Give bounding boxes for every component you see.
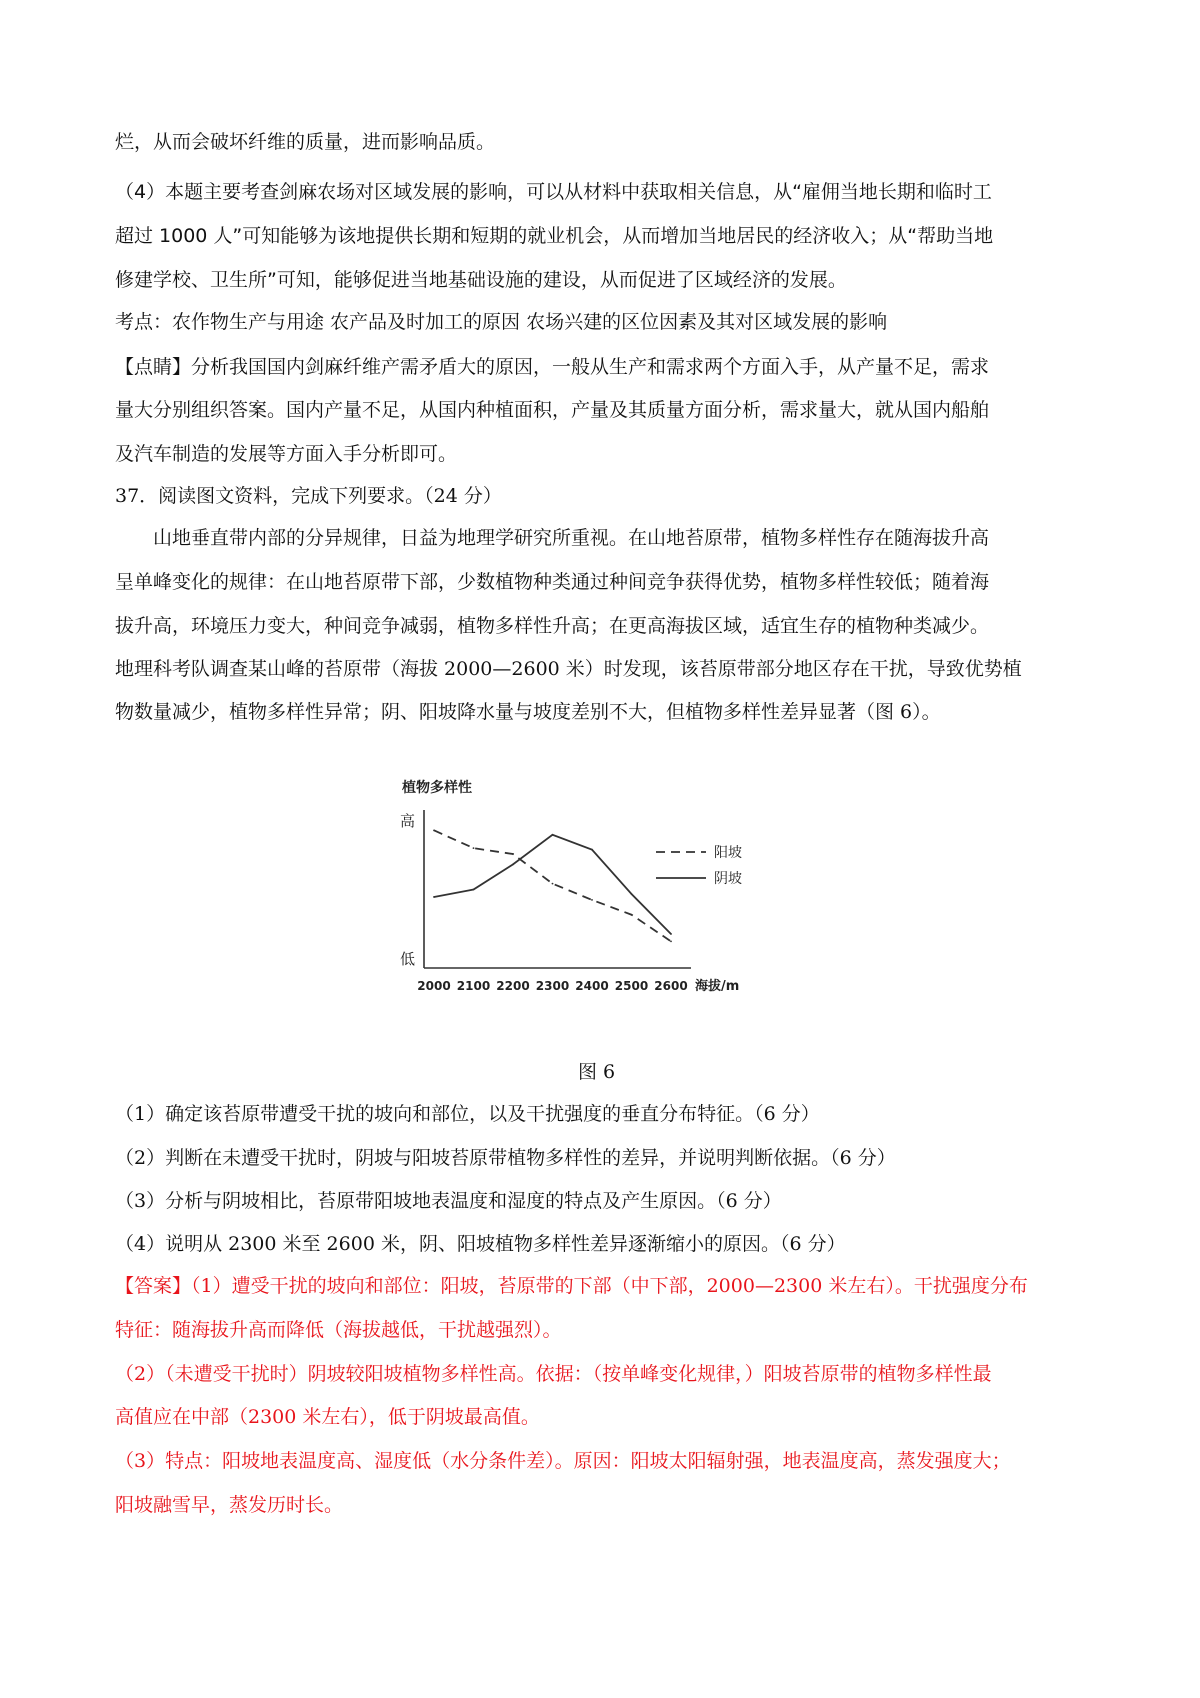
question-item-4: （4）说明从 2300 米至 2600 米，阴、阳坡植物多样性差异逐渐缩小的原因。（6 分） [115,1233,846,1255]
data-point [591,849,593,851]
analysis-line-2: （4）本题主要考查剑麻农场对区域发展的影响，可以从材料中获取相关信息，从“雇佣当地长期和临时工 [115,181,992,203]
series-line-0 [434,830,671,941]
x-tick-label: 2100 [456,979,491,993]
data-point [473,847,475,849]
answer-line-2: 特征：随海拔升高而降低（海拔越低，干扰越强烈）。 [115,1319,562,1341]
data-point [473,889,475,891]
data-point [433,896,435,898]
data-point [670,933,672,935]
y-axis-label: 植物多样性 [402,780,472,796]
question-item-2: （2）判断在未遭受干扰时，阴坡与阳坡苔原带植物多样性的差异，并说明判断依据。（6 分） [115,1147,896,1169]
data-point [670,940,672,942]
figure-caption: 图 6 [578,1061,616,1083]
data-point [631,914,633,916]
question-item-1: （1）确定该苔原带遭受干扰的坡向和部位，以及干扰强度的垂直分布特征。（6 分） [115,1103,820,1125]
chart-svg [386,780,806,1035]
material-line-5: 物数量减少，植物多样性异常；阴、阳坡降水量与坡度差别不大，但植物多样性差异显著（图 6）。 [115,701,941,723]
question-item-3: （3）分析与阴坡相比，苔原带阳坡地表温度和湿度的特点及产生原因。（6 分） [115,1190,782,1212]
data-point [552,834,554,836]
key-point-line-3: 及汽车制造的发展等方面入手分析即可。 [115,443,458,465]
x-tick-label: 2200 [496,979,530,993]
material-line-1: 山地垂直带内部的分异规律，日益为地理学研究所重视。在山地苔原带，植物多样性存在随海拔升高 [115,527,990,549]
analysis-line-4: 修建学校、卫生所”可知，能够促进当地基础设施的建设，从而促进了区域经济的发展。 [115,269,847,291]
exam-point-line: 考点：农作物生产与用途 农产品及时加工的原因 农场兴建的区位因素及其对区域发展的影响 [115,311,888,333]
data-point [631,893,633,895]
answer-line-1: 【答案】（1）遭受干扰的坡向和部位：阳坡，苔原带的下部（中下部，2000—2300 米左右）。干扰强度分布 [115,1275,1028,1297]
answer-line-6: 阳坡融雪早，蒸发历时长。 [115,1494,344,1516]
y-tick-high: 高 [400,812,416,830]
x-tick-label: 2400 [575,979,609,993]
x-tick-label: 2000 [417,979,451,993]
legend-label: 阳坡 [714,845,742,861]
y-tick-low: 低 [400,950,416,968]
data-point [433,829,435,831]
material-line-3: 拔升高，环境压力变大，种间竞争减弱，植物多样性升高；在更高海拔区域，适宜生存的植物种类减少。 [115,615,990,637]
data-point [591,899,593,901]
figure-6-chart [386,780,806,1035]
key-point-line-2: 量大分别组织答案。国内产量不足，从国内种植面积，产量及其质量方面分析，需求量大，就从国内船舶 [115,399,990,421]
question-header: 37．阅读图文资料，完成下列要求。（24 分） [115,485,502,507]
material-line-4: 地理科考队调查某山峰的苔原带（海拔 2000—2600 米）时发现，该苔原带部分地区存在干扰，导致优势植 [115,658,1022,680]
legend-label: 阴坡 [714,871,742,887]
answer-line-5: （3）特点：阳坡地表温度高、湿度低（水分条件差）。原因：阳坡太阳辐射强，地表温度高，蒸发强度大； [115,1450,1011,1472]
answer-line-4: 高值应在中部（2300 米左右），低于阴坡最高值。 [115,1406,540,1428]
x-tick-label: 2600 [654,979,688,993]
data-point [552,883,554,885]
data-point [512,853,514,855]
analysis-line-1: 烂，从而会破坏纤维的质量，进而影响品质。 [115,131,496,153]
x-axis-label: 海拔/m [695,979,740,994]
key-point-line-1: 【点睛】分析我国国内剑麻纤维产需矛盾大的原因，一般从生产和需求两个方面入手，从产量不足，需求 [115,356,990,378]
x-tick-label: 2500 [614,979,649,993]
material-line-2: 呈单峰变化的规律：在山地苔原带下部，少数植物种类通过种间竞争获得优势，植物多样性较低；随着海 [115,571,990,593]
analysis-line-3: 超过 1000 人”可知能够为该地提供长期和短期的就业机会，从而增加当地居民的经济收入；从“帮助当地 [115,225,994,247]
answer-line-3: （2）（未遭受干扰时）阴坡较阳坡植物多样性高。依据：（按单峰变化规律，）阳坡苔原带的植物多样性最 [115,1363,992,1385]
data-point [512,864,514,866]
x-tick-label: 2300 [535,979,570,993]
